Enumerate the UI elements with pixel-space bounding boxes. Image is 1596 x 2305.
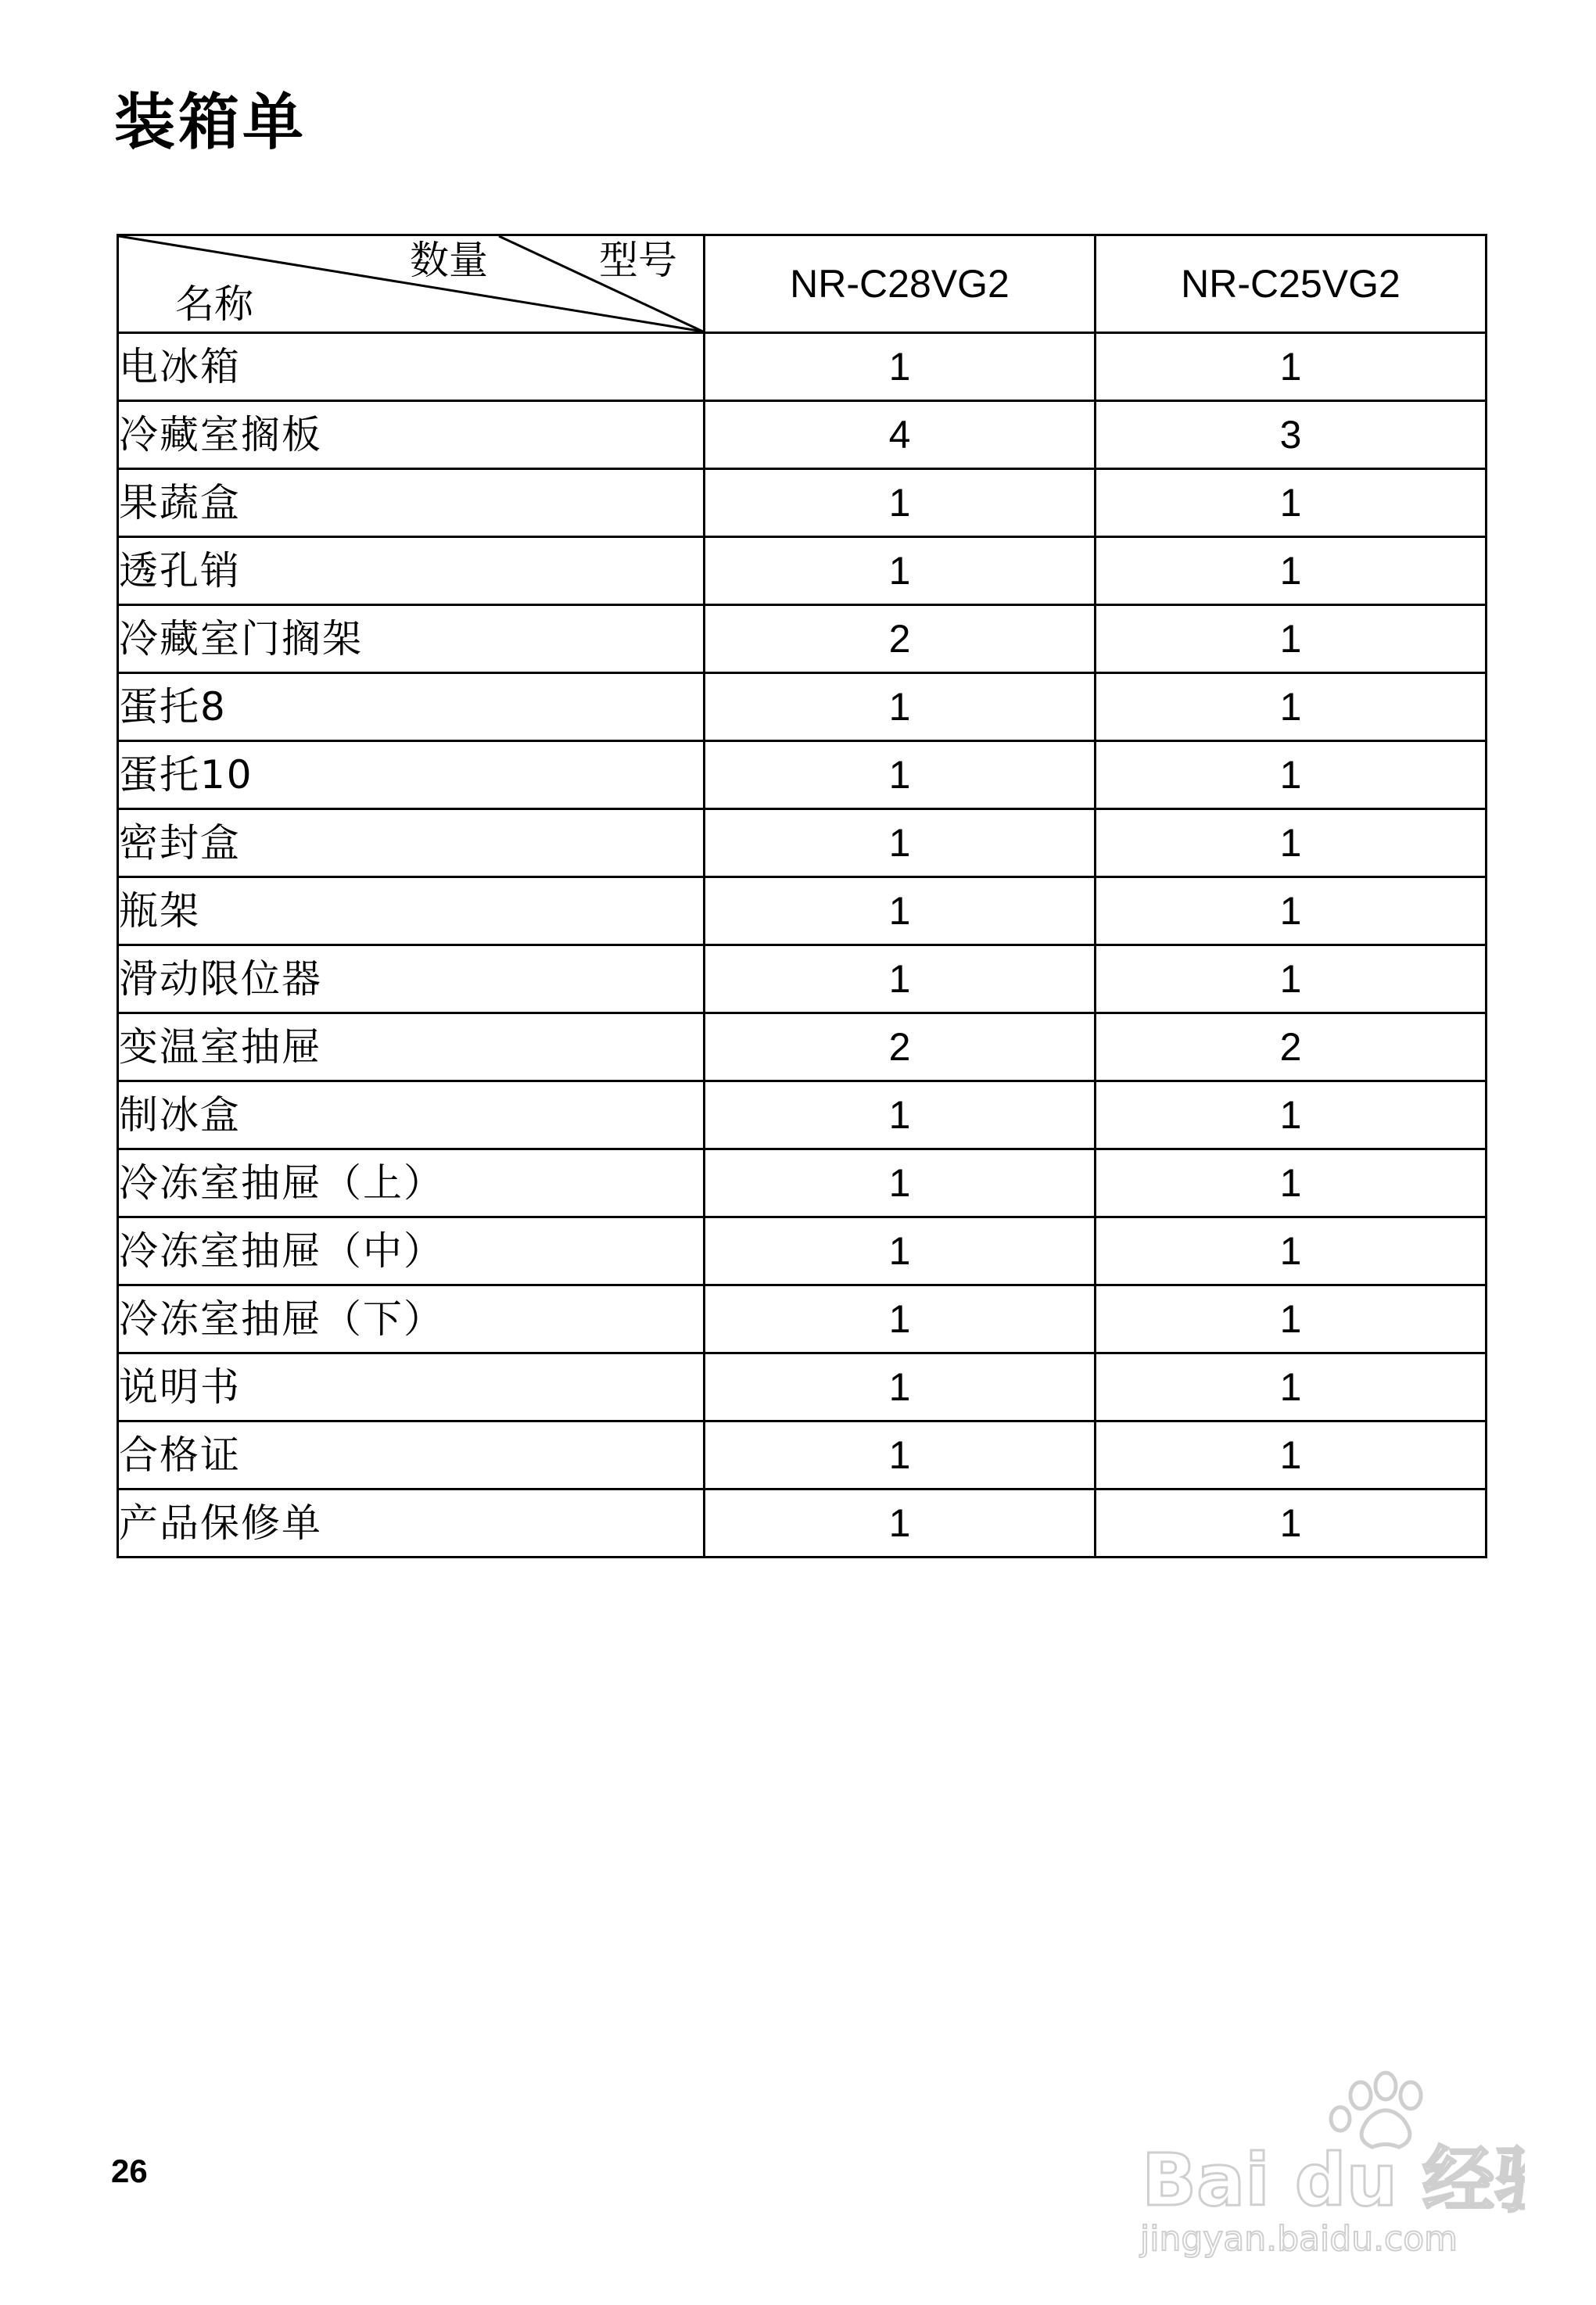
item-name-cell: 产品保修单 xyxy=(118,1489,705,1558)
model-header-label: 型号 xyxy=(599,238,677,283)
item-name-cell: 果蔬盒 xyxy=(118,469,705,537)
table-row xyxy=(118,809,1487,877)
quantity-header-label: 数量 xyxy=(410,238,488,283)
item-name-cell: 透孔销 xyxy=(118,537,705,605)
quantity-cell: 1 xyxy=(705,1489,1096,1558)
quantity-cell: 1 xyxy=(1096,1353,1487,1421)
quantity-cell: 1 xyxy=(1096,877,1487,945)
quantity-cell: 1 xyxy=(1096,469,1487,537)
quantity-cell: 1 xyxy=(1096,1285,1487,1353)
item-name-cell: 合格证 xyxy=(118,1421,705,1489)
table-row xyxy=(118,673,1487,741)
page-number: 26 xyxy=(111,2153,148,2189)
item-name-cell: 冷冻室抽屉（下） xyxy=(118,1285,705,1353)
table-row xyxy=(118,1489,1487,1558)
watermark-brand-text: Bai du 经验 xyxy=(1142,2138,1525,2222)
quantity-cell: 1 xyxy=(705,537,1096,605)
quantity-cell: 1 xyxy=(705,741,1096,809)
page-title: 装箱单 xyxy=(114,88,307,158)
quantity-cell: 1 xyxy=(705,877,1096,945)
item-name-cell: 电冰箱 xyxy=(118,333,705,401)
table-row xyxy=(118,1285,1487,1353)
quantity-cell: 2 xyxy=(1096,1013,1487,1081)
table-header-row xyxy=(118,235,1487,333)
table-row xyxy=(118,1353,1487,1421)
quantity-cell: 1 xyxy=(1096,1081,1487,1149)
paw-icon xyxy=(1134,2064,1525,2267)
item-name-cell: 冷藏室搁板 xyxy=(118,401,705,469)
quantity-cell: 1 xyxy=(1096,1489,1487,1558)
model-column-header: NR-C28VG2 xyxy=(705,235,1096,333)
item-name-cell: 冷冻室抽屉（上） xyxy=(118,1149,705,1217)
item-name-cell: 说明书 xyxy=(118,1353,705,1421)
item-name-cell: 滑动限位器 xyxy=(118,945,705,1013)
baidu-jingyan-watermark xyxy=(1134,2064,1525,2267)
table-row xyxy=(118,401,1487,469)
table-row xyxy=(118,1421,1487,1489)
table-row xyxy=(118,605,1487,673)
quantity-cell: 1 xyxy=(705,809,1096,877)
quantity-cell: 1 xyxy=(705,469,1096,537)
table-row xyxy=(118,1013,1487,1081)
quantity-cell: 1 xyxy=(705,1217,1096,1285)
quantity-cell: 1 xyxy=(1096,673,1487,741)
name-header-label: 名称 xyxy=(175,281,253,327)
watermark-url-text: jingyan.baidu.com xyxy=(1140,2219,1458,2259)
table-body xyxy=(118,333,1487,1558)
packing-list-table xyxy=(117,234,1487,1558)
item-name-cell: 冷藏室门搁架 xyxy=(118,605,705,673)
table-row xyxy=(118,1149,1487,1217)
quantity-cell: 1 xyxy=(1096,1149,1487,1217)
quantity-cell: 1 xyxy=(705,1353,1096,1421)
quantity-cell: 1 xyxy=(1096,1421,1487,1489)
quantity-cell: 1 xyxy=(705,1285,1096,1353)
table-row xyxy=(118,877,1487,945)
item-name-cell: 冷冻室抽屉（中） xyxy=(118,1217,705,1285)
table-row xyxy=(118,1081,1487,1149)
table-row xyxy=(118,537,1487,605)
item-name-cell: 密封盒 xyxy=(118,809,705,877)
quantity-cell: 1 xyxy=(705,1149,1096,1217)
quantity-cell: 1 xyxy=(705,333,1096,401)
table-row xyxy=(118,1217,1487,1285)
quantity-cell: 1 xyxy=(705,945,1096,1013)
quantity-cell: 2 xyxy=(705,605,1096,673)
quantity-cell: 1 xyxy=(1096,809,1487,877)
table-row xyxy=(118,333,1487,401)
quantity-cell: 1 xyxy=(705,1081,1096,1149)
item-name-cell: 瓶架 xyxy=(118,877,705,945)
table-row xyxy=(118,469,1487,537)
table-row xyxy=(118,945,1487,1013)
item-name-cell: 制冰盒 xyxy=(118,1081,705,1149)
quantity-cell: 2 xyxy=(705,1013,1096,1081)
quantity-cell: 4 xyxy=(705,401,1096,469)
diagonal-header-cell xyxy=(118,235,705,333)
quantity-cell: 1 xyxy=(1096,605,1487,673)
quantity-cell: 1 xyxy=(1096,1217,1487,1285)
quantity-cell: 1 xyxy=(1096,741,1487,809)
quantity-cell: 1 xyxy=(1096,537,1487,605)
quantity-cell: 1 xyxy=(1096,945,1487,1013)
quantity-cell: 1 xyxy=(705,1421,1096,1489)
table-row xyxy=(118,741,1487,809)
item-name-cell: 变温室抽屉 xyxy=(118,1013,705,1081)
quantity-cell: 1 xyxy=(705,673,1096,741)
quantity-cell: 1 xyxy=(1096,333,1487,401)
item-name-cell: 蛋托10 xyxy=(118,741,705,809)
item-name-cell: 蛋托8 xyxy=(118,673,705,741)
model-column-header: NR-C25VG2 xyxy=(1096,235,1487,333)
quantity-cell: 3 xyxy=(1096,401,1487,469)
